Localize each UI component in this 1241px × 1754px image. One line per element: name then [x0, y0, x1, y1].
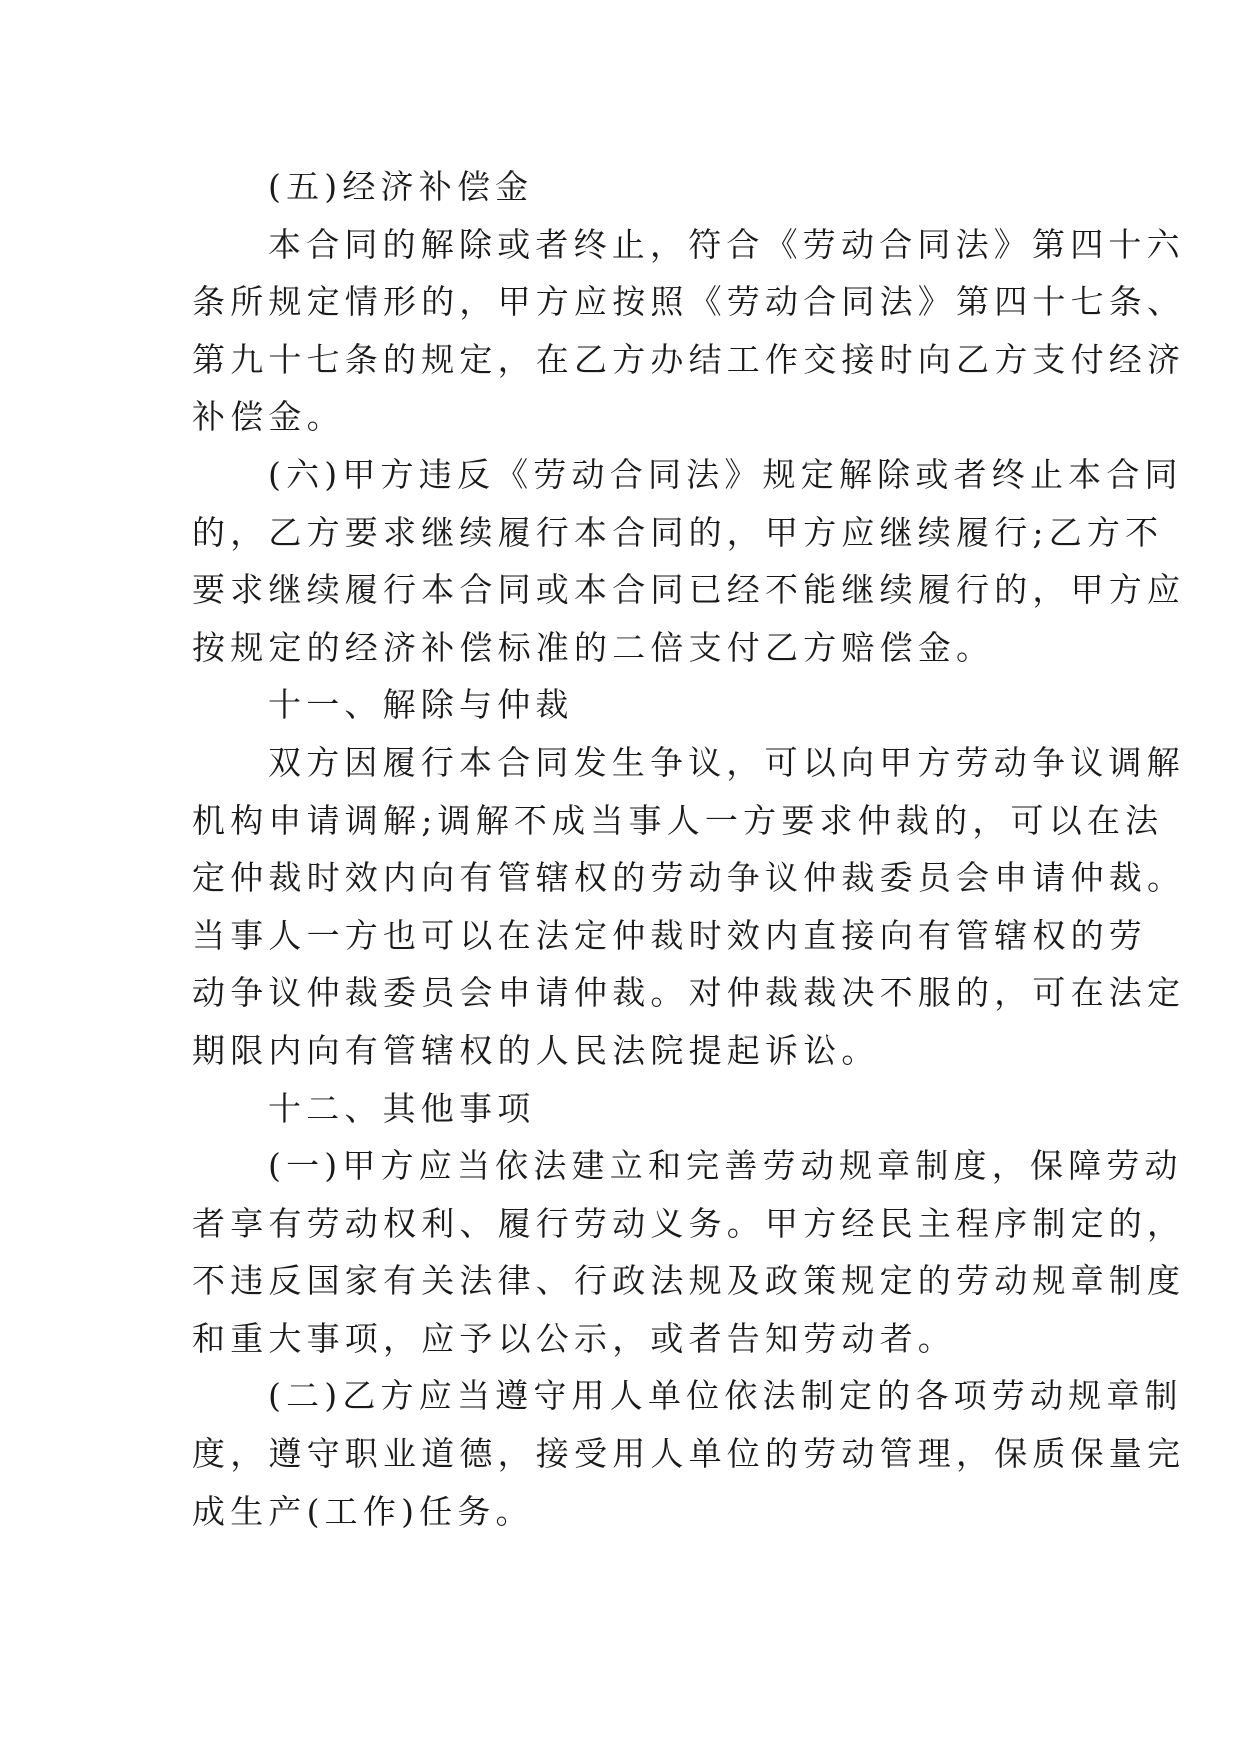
paragraph-line: 双方因履行本合同发生争议，可以向甲方劳动争议调解: [268, 742, 1185, 782]
paragraph-line: (六)甲方违反《劳动合同法》规定解除或者终止本合同: [268, 454, 1183, 494]
paragraph-line: 当事人一方也可以在法定仲裁时效内直接向有管辖权的劳: [192, 915, 1147, 955]
paragraph-line: 期限内向有管辖权的人民法院提起诉讼。: [192, 1030, 880, 1070]
paragraph-line: 本合同的解除或者终止，符合《劳动合同法》第四十六: [268, 224, 1185, 264]
paragraph-line: 不违反国家有关法律、行政法规及政策规定的劳动规章制度: [192, 1261, 1186, 1301]
paragraph-line: 成生产(工作)任务。: [192, 1491, 534, 1531]
paragraph-line: 补偿金。: [192, 397, 345, 437]
paragraph-line: 机构申请调解;调解不成当事人一方要求仲裁的，可以在法: [192, 800, 1164, 840]
paragraph-line: 定仲裁时效内向有管辖权的劳动争议仲裁委员会申请仲裁。: [192, 858, 1186, 898]
paragraph-line: 按规定的经济补偿标准的二倍支付乙方赔偿金。: [192, 627, 995, 667]
paragraph-line: 要求继续履行本合同或本合同已经不能继续履行的，甲方应: [192, 570, 1186, 610]
paragraph-line: 度，遵守职业道德，接受用人单位的劳动管理，保质保量完: [192, 1434, 1186, 1474]
paragraph-line: 第九十七条的规定，在乙方办结工作交接时向乙方支付经济: [192, 339, 1186, 379]
paragraph-line: 条所规定情形的，甲方应按照《劳动合同法》第四十七条、: [192, 282, 1186, 322]
paragraph-line: 和重大事项，应予以公示，或者告知劳动者。: [192, 1318, 956, 1358]
paragraph-line: 的，乙方要求继续履行本合同的，甲方应继续履行;乙方不: [192, 512, 1164, 552]
contract-text: [192, 158, 1186, 1540]
paragraph-line: (一)甲方应当依法建立和完善劳动规章制度，保障劳动: [268, 1146, 1183, 1186]
paragraph-line: 者享有劳动权利、履行劳动义务。甲方经民主程序制定的，: [192, 1203, 1186, 1243]
section-heading-arbitration: 十一、解除与仲裁: [268, 685, 574, 725]
paragraph-line: (二)乙方应当遵守用人单位依法制定的各项劳动规章制: [268, 1376, 1183, 1416]
paragraph-line: 动争议仲裁委员会申请仲裁。对仲裁裁决不服的，可在法定: [192, 973, 1186, 1013]
section-heading-other-matters: 十二、其他事项: [268, 1088, 536, 1128]
heading-economic-compensation: (五)经济补偿金: [268, 167, 534, 206]
